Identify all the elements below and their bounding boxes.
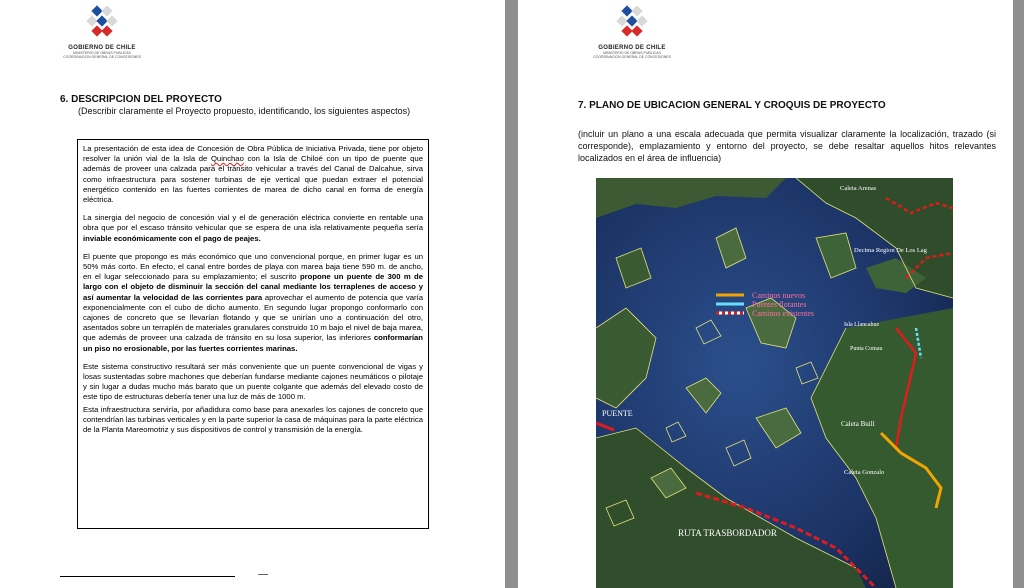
- paragraph-5: Esta infraestructura serviría, por añadidura como base para anexarles los cajones de concreto que contendrían las turbinas verticales y en la parte superior la casa de máquinas para la parte eléctrica de la Planta Mareomotriz y sus dispositivos de control y transmisión de la energía.: [83, 404, 423, 435]
- legend-floating-bridges: Puentes flotantes: [752, 300, 807, 309]
- chile-flag-logo-icon: [612, 4, 652, 44]
- label-decima-region: Decima Region De Los Lag: [854, 247, 927, 254]
- label-puente: PUENTE: [602, 409, 633, 418]
- gobierno-logo: [42, 4, 162, 59]
- section-heading: 6. DESCRIPCION DEL PROYECTO: [60, 94, 222, 105]
- logo-line3: COORDINACION GENERAL DE CONCESIONES: [63, 55, 141, 59]
- location-map: [596, 178, 953, 588]
- satellite-map-image: [596, 178, 953, 588]
- label-caleta-buill: Caleta Buill: [841, 420, 875, 428]
- paragraph-3: El puente que propongo es más económico que uno convencional porque, en primer lugar es un 50% más corto. En efecto, el canal entre bordes de playa con marea baja tiene 590 m. de ancho, en el lugar seleccionado para su emplazamiento; el suscrito propone un puente de 300 m de largo con el objeto de disminuir la sección del canal mediante los terraplenes de acceso y así aumentar la velocidad de las corrientes para aprovechar el aumento de potencia que varía exponencialmente con el cubo de dicho aumento. En segundo lugar propongo conformarlo con cajones de concreto que se llevarían flotando y que se unirían uno a continuación del otro, asentados sobre un terraplén de materiales granulares construido 10 m bajo el nivel de baja marea, que además de proveer una calzada de tránsito en su losa superior, las inferiores conformarían un piso no erosionable, por las fuertes corrientes marinas.: [83, 251, 423, 353]
- logo-line2: MINISTERIO DE OBRAS PUBLICAS: [73, 51, 131, 55]
- label-caleta-gonzalo: Caleta Gonzalo: [844, 469, 885, 476]
- paragraph-1: La presentación de esta idea de Concesión de Obra Pública de Iniciativa Privada, tiene por objeto resolver la unión vial de la Isla de Quinchao con la Isla de Chiloé con un tipo de puente que además de proveer una calzada para el tránsito vehicular a través del Canal de Dalcahue, sirva como infraestructura para sostener turbinas de eje vertical que puedan extraer el potencial energético contenido en las fuertes corrientes de marea de dicho canal en forma de energía eléctrica.: [83, 144, 423, 205]
- paragraph-4: Este sistema constructivo resultará ser más conveniente que un puente convencional de vigas y losas sustentadas sobre machones que deberían fundarse mediante cajones neumáticos o pilotaje y sin lugar a dudas mucho más barato que un puente colgante que además del elevado costo de este tipo de estructuras debería tener una luz de más de 1000 m.: [83, 361, 423, 402]
- logo-line1: GOBIERNO DE CHILE: [598, 45, 666, 51]
- spellcheck-word: Quinchao: [210, 154, 244, 164]
- section-heading: 7. PLANO DE UBICACION GENERAL Y CROQUIS DE PROYECTO: [578, 100, 886, 111]
- document-page-right: [518, 0, 1013, 588]
- logo-line3: COORDINACION GENERAL DE CONCESIONES: [593, 55, 671, 59]
- footer-rule: [60, 576, 235, 577]
- section-description: (incluir un plano a una escala adecuada que permita visualizar claramente la localización, trazado (si corresponde), emplazamiento y entorno del proyecto, se debe resaltar aquellos hitos relevantes localizados en el área de influencia): [578, 129, 996, 163]
- label-isla-llancahue: Isla Llancahue: [844, 322, 880, 328]
- logo-line2: MINISTERIO DE OBRAS PUBLICAS: [603, 51, 661, 55]
- paragraph-2: La sinergia del negocio de concesión vial y el de generación eléctrica convierte en rentable una obra que por el escaso tránsito vehicular que se espera de una isla relativamente pequeña sería inviable económicamente con el pago de peajes.: [83, 213, 423, 243]
- legend-new-roads: Caminos nuevos: [752, 291, 806, 300]
- gobierno-logo-right: [572, 4, 692, 59]
- map-legend: [716, 291, 814, 318]
- legend-existing-roads: Caminos existentes: [752, 309, 814, 318]
- chile-flag-logo-icon: [82, 4, 122, 44]
- label-caleta-arenas: Caleta Arenas: [840, 185, 877, 192]
- footer-mark: [258, 574, 268, 579]
- document-page-left: [0, 0, 505, 588]
- section-subheading: (Describir claramente el Proyecto propuesto, identificando, los siguientes aspectos): [78, 106, 411, 116]
- logo-line1: GOBIERNO DE CHILE: [68, 45, 136, 51]
- description-textbox: [77, 139, 429, 529]
- label-ruta-trasbordador: RUTA TRASBORDADOR: [678, 528, 777, 538]
- label-punta-comau: Punta Comau: [850, 346, 883, 352]
